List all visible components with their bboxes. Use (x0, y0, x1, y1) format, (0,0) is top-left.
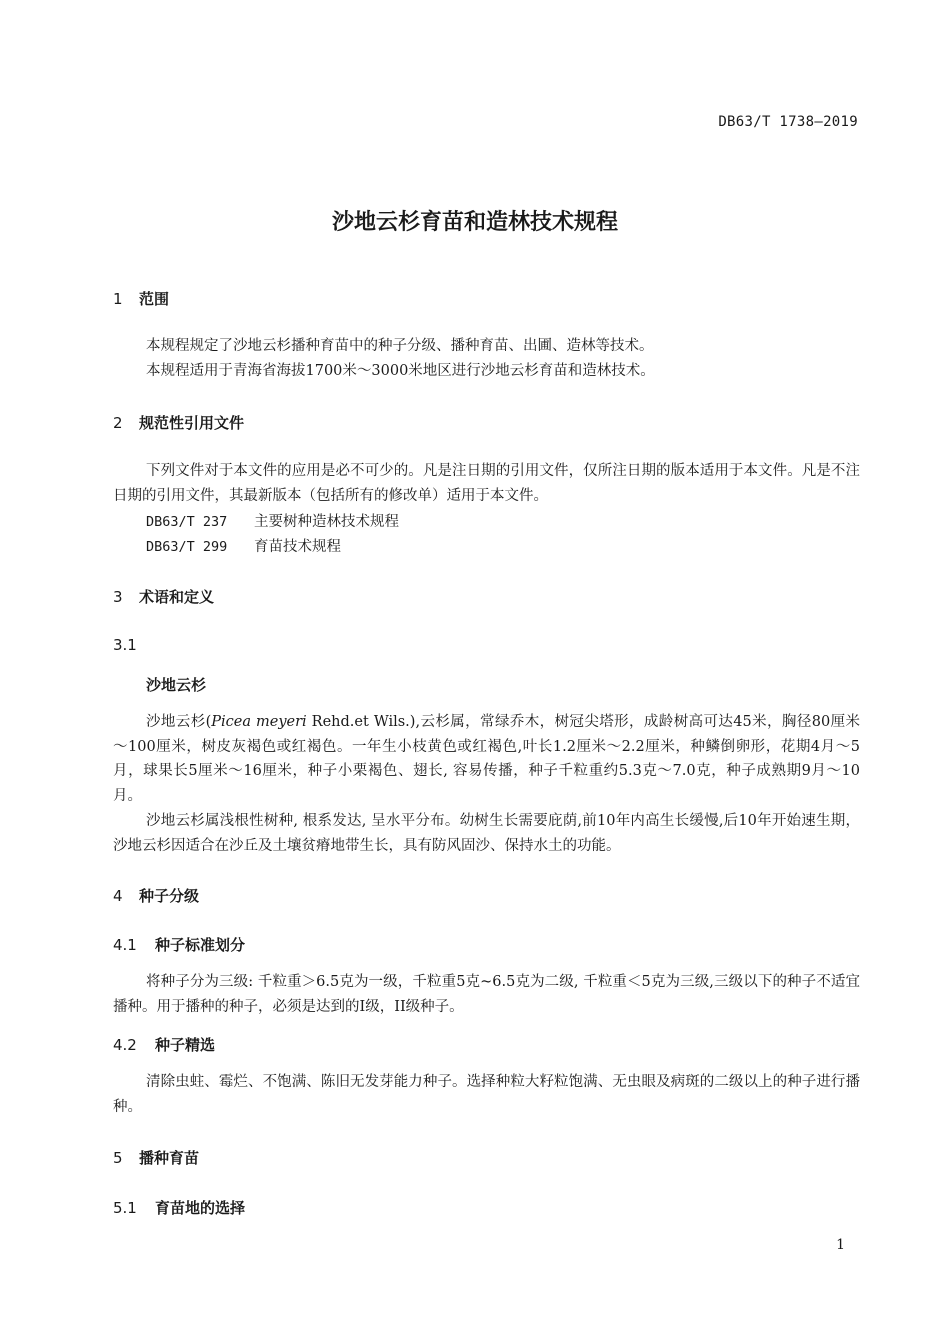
term-definition-paragraph (113, 710, 860, 808)
section-1-heading (113, 288, 169, 309)
definition-text-start: 沙地云杉( (146, 714, 212, 730)
subsection-number: 4.1 (113, 936, 137, 954)
subsection-4-1-heading (113, 934, 245, 955)
section-number: 5 (113, 1149, 123, 1167)
term-biology-paragraph: 沙地云杉属浅根性树种, 根系发达, 呈水平分布。幼树生长需要庇荫,前10年内高生长缓慢,后10年开始速生期， 沙地云杉因适合在沙丘及土壤贫瘠地带生长，具有防风固沙、保持水土的功能。 (113, 813, 860, 854)
section-title: 术语和定义 (139, 588, 215, 606)
reference-code: DB63/T 299 (146, 539, 228, 555)
reference-item (146, 535, 341, 556)
section-3-heading (113, 586, 214, 607)
section-title: 播种育苗 (139, 1149, 200, 1167)
page-number: 1 (836, 1237, 845, 1253)
section-title: 规范性引用文件 (139, 414, 245, 432)
reference-item (146, 510, 399, 531)
reference-code: DB63/T 237 (146, 514, 228, 530)
section-title: 范围 (139, 290, 170, 308)
standard-code: DB63/T 1738—2019 (718, 114, 858, 130)
section-number: 2 (113, 414, 123, 432)
section-5-heading (113, 1147, 199, 1168)
section-4-heading (113, 885, 199, 906)
document-title: 沙地云杉育苗和造林技术规程 (331, 210, 618, 235)
section-number: 4 (113, 887, 123, 905)
subsection-title: 种子精选 (155, 1036, 216, 1054)
scope-paragraph-2: 本规程适用于青海省海拔1700米～3000米地区进行沙地云杉育苗和造林技术。 (146, 363, 655, 379)
seed-grading-paragraph: 将种子分为三级: 千粒重＞6.5克为一级，千粒重5克~6.5克为二级, 千粒重＜5克为三级,三级以下的种子不适宜播种。用于播种的种子，必须是达到的I级，II级种子。 (113, 974, 860, 1015)
section-number: 1 (113, 290, 123, 308)
subsection-5-1-heading (113, 1197, 245, 1218)
section-title: 种子分级 (139, 887, 200, 905)
scope-paragraph-1: 本规程规定了沙地云杉播种育苗中的种子分级、播种育苗、出圃、造林等技术。 (146, 338, 654, 354)
latin-name: Picea meyeri (211, 714, 307, 730)
section-2-heading (113, 412, 244, 433)
reference-name: 育苗技术规程 (254, 539, 341, 555)
seed-selection-paragraph: 清除虫蛀、霉烂、不饱满、陈旧无发芽能力种子。选择种粒大籽粒饱满、无虫眼及病斑的二级以上的种子进行播种。 (113, 1074, 860, 1115)
subsection-number: 5.1 (113, 1199, 137, 1217)
references-paragraph: 下列文件对于本文件的应用是必不可少的。凡是注日期的引用文件，仅所注日期的版本适用于本文件。凡是不注日期的引用文件，其最新版本（包括所有的修改单）适用于本文件。 (113, 463, 860, 504)
subsection-4-2-heading (113, 1034, 215, 1055)
section-number: 3 (113, 588, 123, 606)
subsection-title: 育苗地的选择 (155, 1199, 246, 1217)
subsection-3-1-number: 3.1 (113, 636, 137, 654)
subsection-number: 4.2 (113, 1036, 137, 1054)
definition-text-rest: Rehd.et Wils.),云杉属，常绿乔木，树冠尖塔形，成龄树高可达45米，胸径80厘米～100厘米，树皮灰褐色或红褐色。一年生小枝黄色或红褐色,叶长1.2厘米～2.2厘米，种鳞倒卵形，花期4月～5月，球果长5厘米～16厘米，种子小栗褐色、翅长, 容易传播，种子千粒重约5.3克～7.0克，种子成熟期9月～10月。 (113, 714, 860, 804)
term-name: 沙地云杉 (146, 676, 207, 694)
subsection-title: 种子标准划分 (155, 936, 246, 954)
reference-name: 主要树种造林技术规程 (254, 514, 399, 530)
